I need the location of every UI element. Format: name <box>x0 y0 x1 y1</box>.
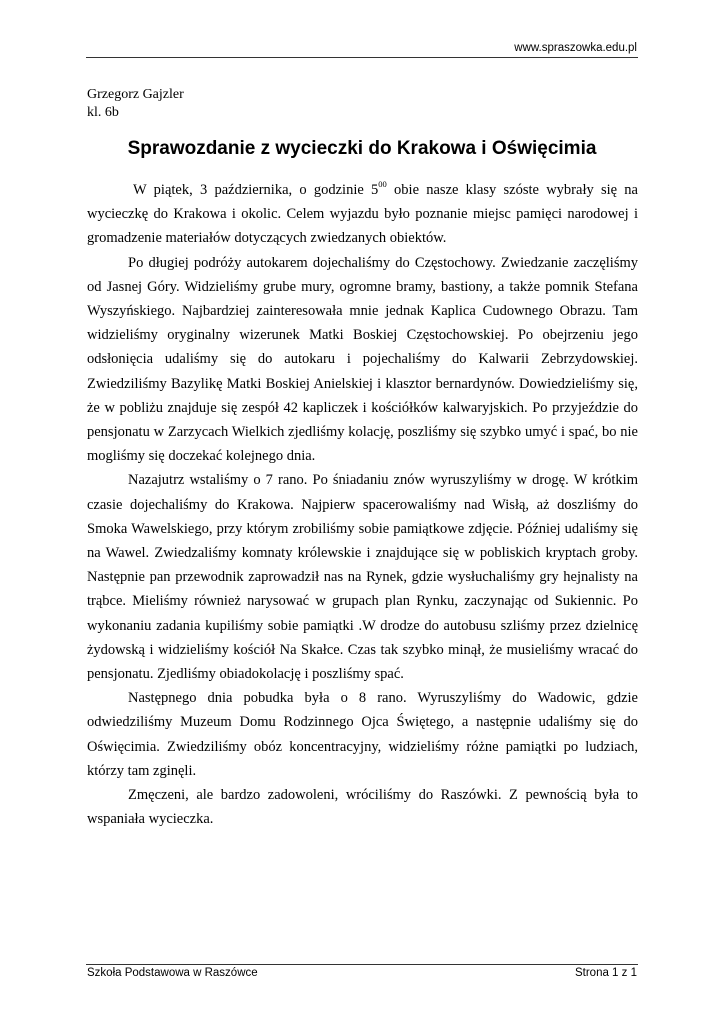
paragraph-4: Następnego dnia pobudka była o 8 rano. Wyruszyliśmy do Wadowic, gdzie odwiedziliśmy Muzeum Domu Rodzinnego Ojca Świętego, a następnie udaliśmy się do Oświęcimia. Zwiedziliśmy obóz koncentracyjny, widzieliśmy różne pamiątki po ludziach, którzy tam zginęli. <box>87 690 638 779</box>
header-divider <box>86 57 638 58</box>
document-body <box>87 178 638 831</box>
author-block <box>87 86 184 122</box>
author-name: Grzegorz Gajzler <box>87 87 184 102</box>
footer-divider <box>86 964 638 965</box>
paragraph-3: Nazajutrz wstaliśmy o 7 rano. Po śniadaniu znów wyruszyliśmy w drogę. W krótkim czasie dojechaliśmy do Krakowa. Najpierw spacerowaliśmy nad Wisłą, aż doszliśmy do Smoka Wawelskiego, przy którym zrobiliśmy sobie pamiątkowe zdjęcie. Później udaliśmy się na Wawel. Zwiedzaliśmy komnaty królewskie i znajdujące się w pobliskich kryptach groby. Następnie pan przewodnik zaprowadził nas na Rynek, gdzie wysłuchaliśmy gry hejnalisty na trąbce. Mieliśmy również narysować w grupach plan Rynku, zaczynając od Sukiennic. Po wykonaniu zadania kupiliśmy sobie pamiątki .W drodze do autobusu szliśmy przez dzielnicę żydowską i widzieliśmy kościół Na Skałce. Czas tak szybko minął, że musieliśmy wracać do pensjonatu. Zjedliśmy obiadokolację i poszliśmy spać. <box>87 472 638 683</box>
author-class: kl. 6b <box>87 105 119 120</box>
footer-school: Szkoła Podstawowa w Raszówce <box>87 967 258 979</box>
paragraph-1-part2: obie nasze klasy szóste wybrały się na wycieczkę do Krakowa i okolic. Celem wyjazdu było poznanie miejsc pamięci narodowej i gromadzenie materiałów dotyczących zwiedzanych obiektów. <box>87 182 638 247</box>
paragraph-1-part1: W piątek, 3 października, o godzinie 5 <box>133 182 379 198</box>
document-title: Sprawozdanie z wycieczki do Krakowa i Oświęcimia <box>127 138 597 159</box>
paragraph-1 <box>87 178 638 251</box>
paragraph-5: Zmęczeni, ale bardzo zadowoleni, wróciliśmy do Raszówki. Z pewnością była to wspaniała wycieczka. <box>87 787 638 828</box>
time-superscript: 00 <box>378 179 387 190</box>
footer-page-number: Strona 1 z 1 <box>574 967 637 979</box>
header-url: www.spraszowka.edu.pl <box>514 42 637 54</box>
paragraph-2: Po długiej podróży autokarem dojechaliśmy do Częstochowy. Zwiedzanie zaczęliśmy od Jasnej Góry. Widzieliśmy grube mury, ogromne bramy, bastiony, a także pomnik Stefana Wyszyńskiego. Najbardziej zainteresowała mnie jednak Kaplica Cudownego Obrazu. Tam widzieliśmy oryginalny wizerunek Matki Boskiej Częstochowskiej. Po obejrzeniu jego odsłonięcia udaliśmy się do autokaru i pojechaliśmy do Kalwarii Zebrzydowskiej. Zwiedziliśmy Bazylikę Matki Boskiej Anielskiej i klasztor bernardynów. Dowiedzieliśmy się, że w pobliżu znajduje się zespół 42 kapliczek i kościółków kalwaryjskich. Po przyjeździe do pensjonatu w Zarzycach Wielkich zjedliśmy kolację, poszliśmy się szybko umyć i spać, bo nie mogliśmy się doczekać kolejnego dnia. <box>87 254 638 465</box>
